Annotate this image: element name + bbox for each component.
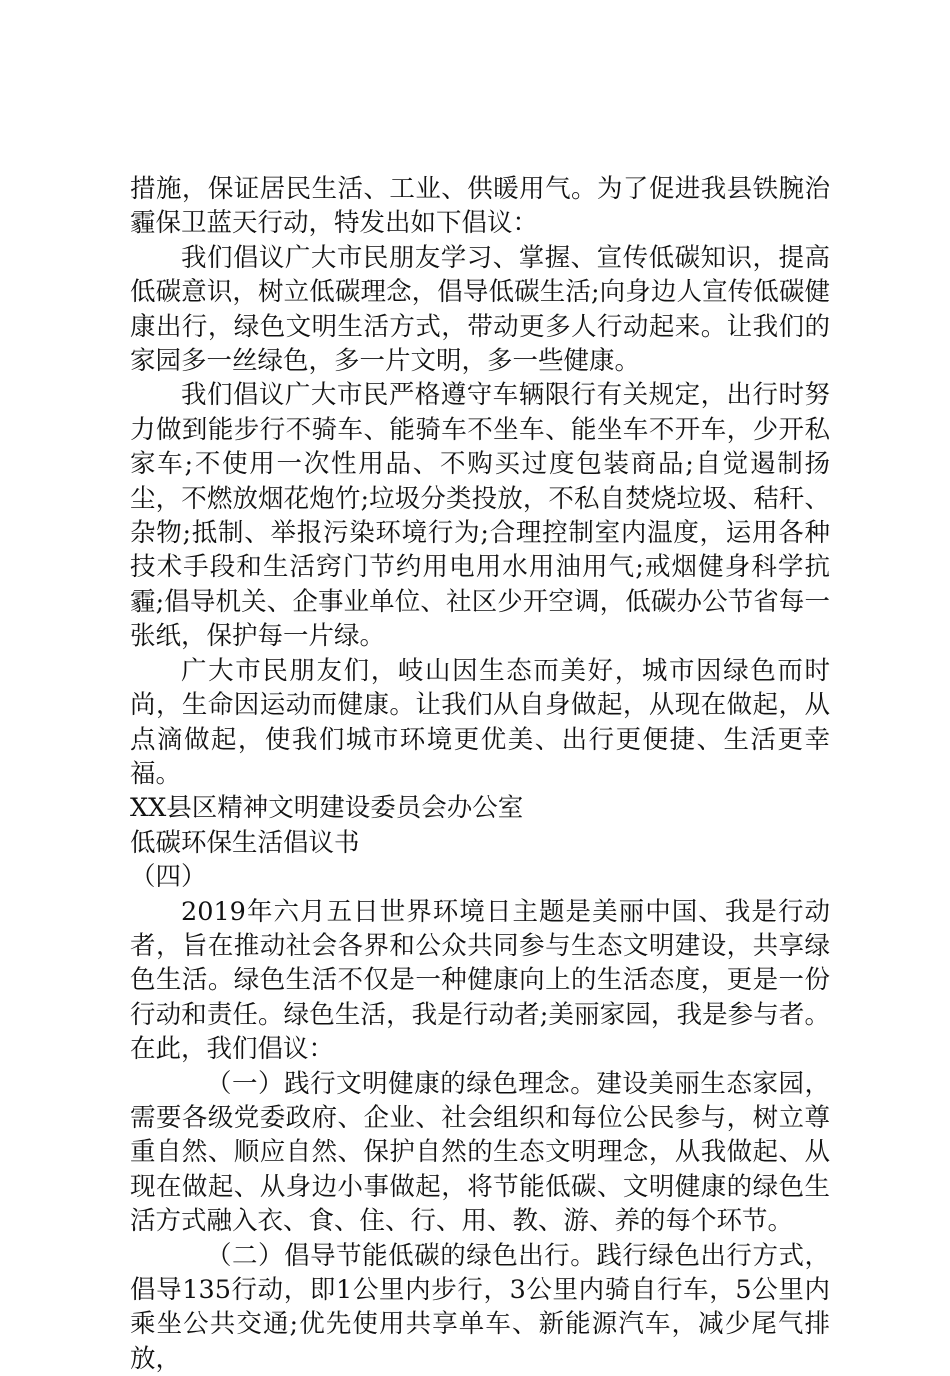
paragraph-continuation: 措施，保证居民生活、工业、供暖用气。为了促进我县铁腕治霾保卫蓝天行动，特发出如下倡议： [130,174,830,239]
issuing-office: XX县区精神文明建设委员会办公室 [130,793,524,824]
document-body [130,172,830,1376]
paragraph-item-one: （一）践行文明健康的绿色理念。建设美丽生态家园，需要各级党委政府、企业、社会组织和每位公民参与，树立尊重自然、顺应自然、保护自然的生态文明理念，从我做起、从现在做起、从身边小事做起，将节能低碳、文明健康的绿色生活方式融入衣、食、住、行、用、教、游、养的每个环节。 [130,1068,830,1237]
paragraph-traffic-rules: 我们倡议广大市民严格遵守车辆限行有关规定，出行时努力做到能步行不骑车、能骑车不坐车、能坐车不开车，少开私家车;不使用一次性用品、不购买过度包装商品;自觉遏制扬尘，不燃放烟花炮竹;垃圾分类投放，不私自焚烧垃圾、秸秆、杂物;抵制、举报污染环境行为;合理控制室内温度，运用各种技术手段和生活窍门节约用电用水用油用气;戒烟健身科学抗霾;倡导机关、企事业单位、社区少开空调，低碳办公节省每一张纸，保护每一片绿。 [130,380,830,652]
paragraph-low-carbon-awareness: 我们倡议广大市民朋友学习、掌握、宣传低碳知识，提高低碳意识，树立低碳理念，倡导低碳生活;向身边人宣传低碳健康出行，绿色文明生活方式，带动更多人行动起来。让我们的家园多一丝绿色，多一片文明，多一些健康。 [130,242,830,377]
document-title: 低碳环保生活倡议书 [130,827,360,858]
paragraph-environment-day: 2019年六月五日世界环境日主题是美丽中国、我是行动者，旨在推动社会各界和公众共同参与生态文明建设，共享绿色生活。绿色生活不仅是一种健康向上的生活态度，更是一份行动和责任。绿色生活，我是行动者;美丽家园，我是参与者。在此，我们倡议： [130,896,830,1065]
paragraph-item-two: （二）倡导节能低碳的绿色出行。践行绿色出行方式，倡导135行动，即1公里内步行，3公里内骑自行车，5公里内乘坐公共交通;优先使用共享单车、新能源汽车，减少尾气排放， [130,1240,830,1374]
paragraph-call-to-citizens: 广大市民朋友们，岐山因生态而美好，城市因绿色而时尚，生命因运动而健康。让我们从自身做起，从现在做起，从点滴做起，使我们城市环境更优美、出行更便捷、生活更幸福。 [130,655,830,789]
section-number: （四） [130,862,207,893]
